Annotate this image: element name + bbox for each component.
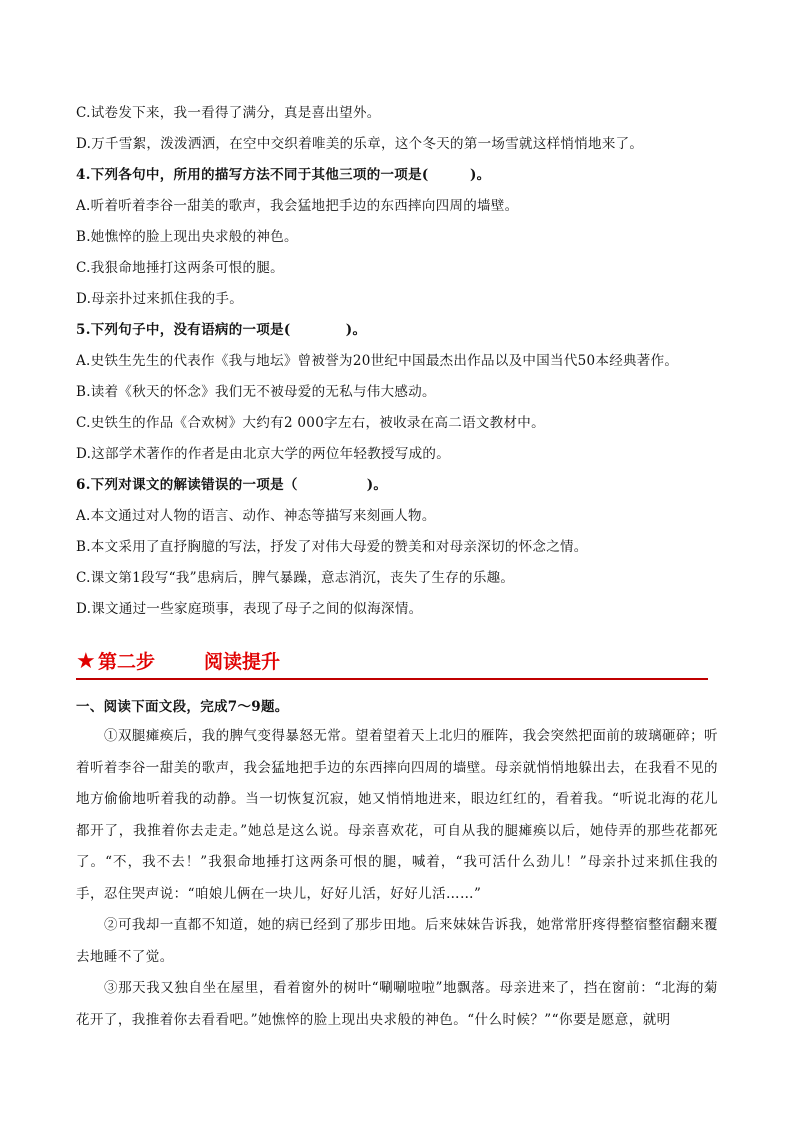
option-line: A.史铁生先生的代表作《我与地坛》曾被誉为20世纪中国最杰出作品以及中国当代50本经典著作。 [76,353,679,369]
star-icon: ★ [76,649,96,674]
section-heading [76,648,708,680]
reading-instruction: 一、阅读下面文段，完成7～9题。 [76,699,289,715]
section-step: 第二步 [98,651,156,673]
option-line: C.我狠命地捶打这两条可恨的腿。 [76,260,284,276]
section-title: 阅读提升 [204,651,281,673]
option-line: D.母亲扑过来抓住我的手。 [76,291,244,307]
reading-paragraph-2: ②可我却一直都不知道，她的病已经到了那步田地。后来妹妹告诉我，她常常肝疼得整宿整宿翻来覆去地睡不了觉。 [76,917,718,965]
option-line: B.读着《秋天的怀念》我们无不被母爱的无私与伟大感动。 [76,384,436,400]
question-stem: 5.下列句子中，没有语病的一项是( )。 [76,322,367,338]
option-line: D.课文通过一些家庭琐事，表现了母子之间的似海深情。 [76,601,423,617]
reading-paragraph-1: ①双腿瘫痪后，我的脾气变得暴怒无常。望着望着天上北归的雁阵，我会突然把面前的玻璃砸碎；听着听着李谷一甜美的歌声，我会猛地把手边的东西摔向四周的墙壁。母亲就悄悄地躲出去，在我看不见的地方偷偷地听着我的动静。当一切恢复沉寂，她又悄悄地进来，眼边红红的，看着我。“听说北海的花儿都开了，我推着你去走走。”她总是这么说。母亲喜欢花，可自从我的腿瘫痪以后，她侍弄的那些花都死了。“不，我不去！”我狠命地捶打这两条可恨的腿，喊着，“我可活什么劲儿！”母亲扑过来抓住我的手，忍住哭声说：“咱娘儿俩在一块儿，好好儿活，好好儿活……” [76,728,718,902]
option-line: A.本文通过对人物的语言、动作、神态等描写来刻画人物。 [76,508,436,524]
option-line: C.课文第1段写“我”患病后，脾气暴躁，意志消沉，丧失了生存的乐趣。 [76,570,515,586]
option-line: C.试卷发下来，我一看得了满分，真是喜出望外。 [76,105,381,121]
option-line: D.万千雪絮，泼泼洒洒，在空中交织着唯美的乐章，这个冬天的第一场雪就这样悄悄地来了。 [76,136,644,152]
reading-paragraph-3: ③那天我又独自坐在屋里，看着窗外的树叶“唰唰啦啦”地飘落。母亲进来了，挡在窗前：“北海的菊花开了，我推着你去看看吧。”她憔悴的脸上现出央求般的神色。“什么时候？”“你要是愿意，就明 [76,980,718,1028]
question-stem: 6.下列对课文的解读错误的一项是（ )。 [76,477,388,493]
option-line: B.她憔悴的脸上现出央求般的神色。 [76,229,298,245]
option-line: B.本文采用了直抒胸臆的写法，抒发了对伟大母爱的赞美和对母亲深切的怀念之情。 [76,539,588,555]
question-stem: 4.下列各句中，所用的描写方法不同于其他三项的一项是( )。 [76,167,491,183]
option-line: A.听着听着李谷一甜美的歌声，我会猛地把手边的东西摔向四周的墙壁。 [76,198,519,214]
option-line: C.史铁生的作品《合欢树》大约有2 000字左右，被收录在高二语文教材中。 [76,415,545,431]
option-line: D.这部学术著作的作者是由北京大学的两位年轻教授写成的。 [76,446,451,462]
